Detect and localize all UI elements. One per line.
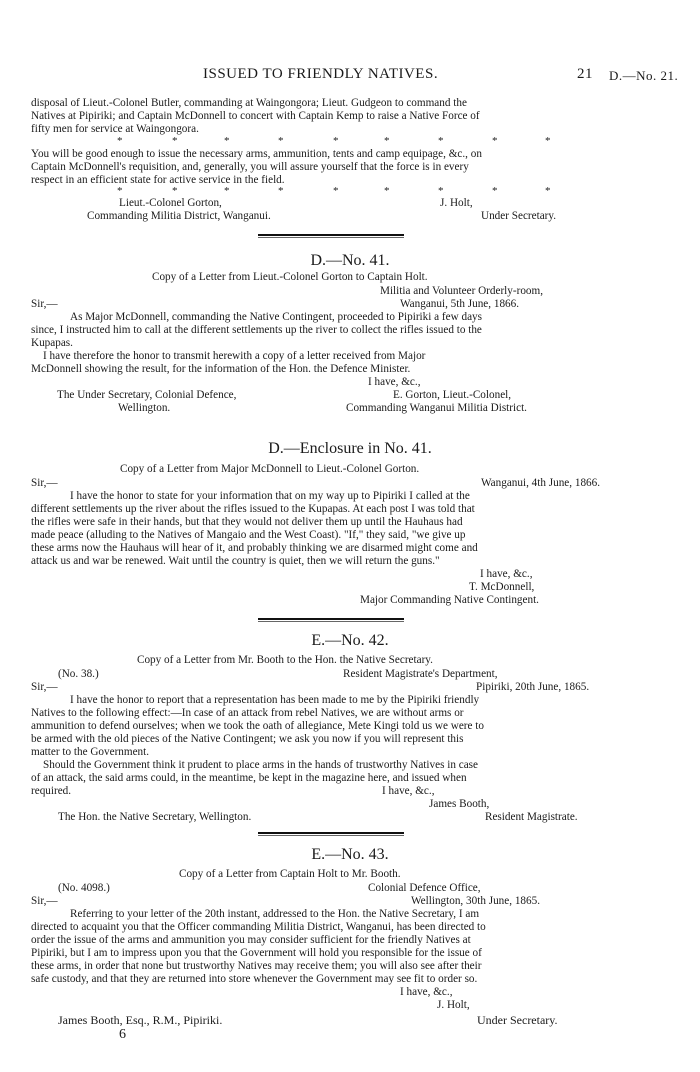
closing: I have, &c.,	[400, 986, 453, 998]
letter-date: Wanganui, 5th June, 1866.	[400, 298, 520, 310]
section-heading: D.—No. 41.	[310, 252, 390, 269]
text-line: Natives at Pipiriki; and Captain McDonnell to concert with Captain Kemp to raise a Native Force of	[31, 110, 480, 122]
text-line: required.	[31, 785, 72, 797]
document-reference: D.—No. 21.	[609, 68, 679, 83]
text-line: made peace (alluding to the Natives of Mangaio and the West Coast). "If," they said, "we give up	[31, 529, 466, 541]
letter-date: Pipiriki, 20th June, 1865.	[476, 681, 590, 693]
recipient: James Booth, Esq., R.M., Pipiriki.	[58, 1013, 223, 1027]
section-subtitle: Copy of a Letter from Lieut.-Colonel Gorton to Captain Holt.	[152, 271, 428, 283]
text-line: I have the honor to report that a representation has been made to me by the Pipiriki friendly	[70, 694, 480, 706]
text-line: Natives to the following effect:—In case of an attack from rebel Natives, we are without arms or	[31, 707, 464, 719]
text-line: ammunition to defend ourselves; when we took the oath of allegiance, Mete Kingi told us we were to	[31, 720, 484, 732]
text-line: disposal of Lieut.-Colonel Butler, commanding at Waingongora; Lieut. Gudgeon to command the	[31, 97, 467, 109]
recipient: The Under Secretary, Colonial Defence,	[57, 389, 237, 401]
signer-name: James Booth,	[429, 798, 490, 810]
closing: I have, &c.,	[368, 376, 421, 388]
section-divider	[258, 832, 404, 834]
text-line: the rifles were safe in their hands, but that they would not deliver them up until the Hauhaus had	[31, 516, 463, 528]
text-line: Referring to your letter of the 20th instant, addressed to the Hon. the Native Secretary, I am	[70, 908, 480, 920]
page-number: 21	[577, 66, 593, 82]
letter-address: Militia and Volunteer Orderly-room,	[380, 285, 544, 297]
letter-address: Colonial Defence Office,	[368, 882, 481, 894]
text-line: matter to the Government.	[31, 746, 150, 758]
section-subtitle: Copy of a Letter from Captain Holt to Mr. Booth.	[179, 868, 401, 880]
recipient-location: Wellington.	[118, 402, 171, 414]
text-line: these arms, in order that none but trustworthy Natives may receive them; you will also see after their	[31, 960, 482, 972]
signature-mark: 6	[119, 1027, 126, 1042]
section-subtitle: Copy of a Letter from Major McDonnell to Lieut.-Colonel Gorton.	[120, 463, 420, 475]
signer-name: J. Holt,	[440, 197, 473, 209]
signer-title: Commanding Wanganui Militia District.	[346, 402, 527, 414]
signer-name: J. Holt,	[437, 999, 470, 1011]
text-line: fifty men for service at Waingongora.	[31, 123, 199, 135]
section-divider	[258, 234, 404, 236]
asterism: * * * * * * * * *	[117, 135, 551, 147]
asterism: * * * * * * * * *	[117, 185, 551, 197]
closing: I have, &c.,	[480, 568, 533, 580]
signer-title: Under Secretary.	[481, 210, 557, 222]
text-line: Kupapas.	[31, 337, 73, 349]
text-line: You will be good enough to issue the necessary arms, ammunition, tents and camp equipage, &c., on	[31, 148, 482, 160]
section-heading: E.—No. 43.	[311, 846, 389, 863]
text-line: respect in an efficient state for active service in the field.	[31, 174, 285, 186]
closing: I have, &c.,	[382, 785, 435, 797]
text-line: Captain McDonnell's requisition, and, generally, you will assure yourself that the force is in every	[31, 161, 469, 173]
addressee-name: Lieut.-Colonel Gorton,	[119, 197, 222, 209]
text-line: As Major McDonnell, commanding the Native Contingent, proceeded to Pipiriki a few days	[70, 311, 482, 323]
text-line: order the issue of the arms and ammunition you may consider sufficient for the friendly Natives at	[31, 934, 471, 946]
addressee-title: Commanding Militia District, Wanganui.	[87, 210, 271, 222]
running-header-title: ISSUED TO FRIENDLY NATIVES.	[203, 66, 439, 82]
letter-address: Resident Magistrate's Department,	[343, 668, 498, 680]
letter-reference: (No. 4098.)	[58, 882, 110, 894]
text-line: McDonnell showing the result, for the information of the Hon. the Defence Minister.	[31, 363, 411, 375]
text-line: attack us and war be renewed. Wait until the country is quiet, then we will return the guns."	[31, 555, 440, 567]
signer-title: Resident Magistrate.	[485, 811, 578, 823]
signer-title: Major Commanding Native Contingent.	[360, 594, 539, 606]
text-line: different settlements up the river about the rifles issued to the Kupapas. At each post I was told that	[31, 503, 475, 515]
recipient: The Hon. the Native Secretary, Wellington.	[58, 811, 252, 823]
text-line: Should the Government think it prudent to place arms in the hands of trustworthy Natives in case	[43, 759, 478, 771]
text-line: safe custody, and that they are returned into store whenever the Government may see fit to order so.	[31, 973, 478, 985]
section-subtitle: Copy of a Letter from Mr. Booth to the Hon. the Native Secretary.	[137, 654, 433, 666]
section-divider	[258, 618, 404, 620]
letter-date: Wellington, 30th June, 1865.	[411, 895, 540, 907]
salutation: Sir,—	[31, 681, 58, 693]
salutation: Sir,—	[31, 477, 58, 489]
text-line: I have the honor to state for your information that on my way up to Pipiriki I called at the	[70, 490, 470, 502]
section-heading: E.—No. 42.	[311, 632, 389, 649]
text-line: these arms now the Hauhaus will hear of it, and probably thinking we are disarmed might come and	[31, 542, 478, 554]
text-line: of an attack, the said arms could, in the meantime, be kept in the magazine here, and issued when	[31, 772, 467, 784]
letter-date: Wanganui, 4th June, 1866.	[481, 477, 601, 489]
text-line: I have therefore the honor to transmit herewith a copy of a letter received from Major	[43, 350, 426, 362]
signer-title: Under Secretary.	[477, 1013, 558, 1027]
salutation: Sir,—	[31, 298, 58, 310]
text-line: Pipiriki, but I am to impress upon you that the Government will hold you responsible for the issue of	[31, 947, 482, 959]
signer-name: T. McDonnell,	[469, 581, 535, 593]
text-line: since, I instructed him to call at the different settlements up the river to collect the rifles issued to the	[31, 324, 482, 336]
text-line: be armed with the old pieces of the Native Contingent; we ask you now if you will represent this	[31, 733, 464, 745]
letter-reference: (No. 38.)	[58, 668, 99, 680]
signer-name: E. Gorton, Lieut.-Colonel,	[393, 389, 512, 401]
section-heading: D.—Enclosure in No. 41.	[268, 440, 432, 457]
text-line: directed to acquaint you that the Officer commanding Militia District, Wanganui, has been directed to	[31, 921, 486, 933]
salutation: Sir,—	[31, 895, 58, 907]
